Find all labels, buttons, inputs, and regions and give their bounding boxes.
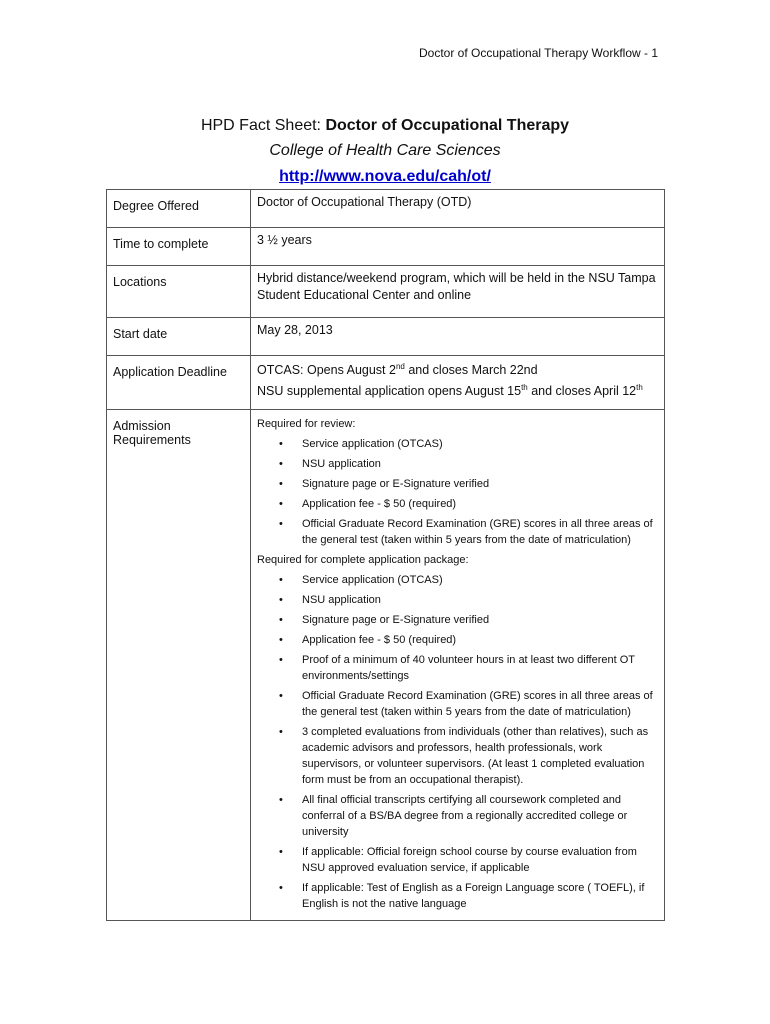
ordinal-suffix: th	[636, 382, 643, 392]
list-item	[257, 516, 658, 548]
title-prefix: HPD Fact Sheet:	[200, 117, 326, 134]
row-value	[251, 410, 665, 921]
requirements	[257, 414, 658, 912]
bullet-icon: •	[279, 498, 283, 510]
bullet-icon: •	[279, 478, 283, 490]
nsu-deadline	[257, 381, 658, 402]
bullet-icon: •	[279, 458, 283, 470]
list-item	[257, 456, 658, 472]
ordinal-suffix: th	[521, 382, 528, 392]
fact-table	[106, 189, 665, 921]
row-label: Admission Requirements	[107, 410, 251, 921]
row-value: Hybrid distance/weekend program, which will be held in the NSU Tampa Student Educational Center and online	[251, 266, 665, 318]
complete-heading: Required for complete application package:	[257, 554, 469, 566]
list-item-text: Official Graduate Record Examination (GRE) scores in all three areas of the general test (taken within 5 years from the date of matriculation)	[302, 690, 653, 718]
row-label: Application Deadline	[107, 356, 251, 410]
bullet-icon: •	[279, 574, 283, 586]
table-row	[107, 318, 665, 356]
ordinal-suffix: nd	[395, 361, 405, 371]
table-row	[107, 356, 665, 410]
list-item	[257, 792, 658, 840]
list-item-text: NSU application	[302, 458, 381, 470]
bullet-icon: •	[279, 690, 283, 702]
review-heading: Required for review:	[257, 418, 356, 430]
title-program: Doctor of Occupational Therapy	[325, 117, 570, 134]
bullet-icon: •	[279, 846, 283, 858]
list-item	[257, 592, 658, 608]
list-item-text: 3 completed evaluations from individuals (other than relatives), such as academic advisors and professors, health professionals, work supervisors, or volunteer supervisors. (At least 1 completed evaluation form must be from an occupational therapist).	[302, 726, 649, 786]
table-row	[107, 266, 665, 318]
list-item-text: Signature page or E-Signature verified	[302, 614, 490, 626]
list-item-text: Service application (OTCAS)	[302, 438, 443, 450]
list-item	[257, 844, 658, 876]
list-item-text: Official Graduate Record Examination (GRE) scores in all three areas of the general test (taken within 5 years from the date of matriculation)	[302, 518, 653, 546]
bullet-icon: •	[279, 614, 283, 626]
list-item	[257, 496, 658, 512]
page-title	[0, 114, 770, 138]
bullet-icon: •	[279, 438, 283, 450]
list-item-text: Proof of a minimum of 40 volunteer hours in at least two different OT environments/settings	[302, 654, 635, 682]
list-item	[257, 476, 658, 492]
list-item	[257, 688, 658, 720]
row-value: Doctor of Occupational Therapy (OTD)	[251, 190, 665, 228]
list-item-text: Application fee - $ 50 (required)	[302, 498, 457, 510]
list-item	[257, 880, 658, 912]
list-item	[257, 612, 658, 628]
list-item	[257, 724, 658, 788]
row-label: Locations	[107, 266, 251, 318]
bullet-icon: •	[279, 518, 283, 530]
bullet-icon: •	[279, 654, 283, 666]
otcas-close-text: and closes March 22nd	[404, 363, 538, 377]
list-item-text: NSU application	[302, 594, 381, 606]
row-value: May 28, 2013	[251, 318, 665, 356]
row-label: Start date	[107, 318, 251, 356]
page-header: Doctor of Occupational Therapy Workflow - 1	[419, 46, 658, 60]
title-block	[0, 114, 770, 190]
list-item	[257, 652, 658, 684]
program-link[interactable]: http://www.nova.edu/cah/ot/	[279, 168, 491, 185]
list-item-text: If applicable: Test of English as a Foreign Language score ( TOEFL), if English is not the native language	[302, 882, 645, 910]
complete-list	[257, 572, 658, 912]
bullet-icon: •	[279, 634, 283, 646]
list-item	[257, 632, 658, 648]
row-value: 3 ½ years	[251, 228, 665, 266]
list-item-text: Application fee - $ 50 (required)	[302, 634, 457, 646]
table-row	[107, 228, 665, 266]
list-item-text: All final official transcripts certifying all coursework completed and conferral of a BS/BA degree from a regionally accredited college or university	[302, 794, 628, 838]
review-list	[257, 436, 658, 548]
nsu-close-text: and closes April 12	[527, 384, 637, 398]
list-item	[257, 436, 658, 452]
bullet-icon: •	[279, 726, 283, 738]
table-row	[107, 410, 665, 921]
bullet-icon: •	[279, 882, 283, 894]
list-item	[257, 572, 658, 588]
bullet-icon: •	[279, 594, 283, 606]
row-label: Time to complete	[107, 228, 251, 266]
row-value	[251, 356, 665, 410]
otcas-deadline	[257, 360, 658, 381]
row-label: Degree Offered	[107, 190, 251, 228]
nsu-text: NSU supplemental application opens August 15	[257, 384, 522, 398]
list-item-text: Signature page or E-Signature verified	[302, 478, 490, 490]
list-item-text: Service application (OTCAS)	[302, 574, 443, 586]
college-name: College of Health Care Sciences	[269, 142, 501, 159]
otcas-text: OTCAS: Opens August 2	[257, 363, 396, 377]
list-item-text: If applicable: Official foreign school course by course evaluation from NSU approved evaluation service, if applicable	[302, 846, 637, 874]
table-row	[107, 190, 665, 228]
bullet-icon: •	[279, 794, 283, 806]
